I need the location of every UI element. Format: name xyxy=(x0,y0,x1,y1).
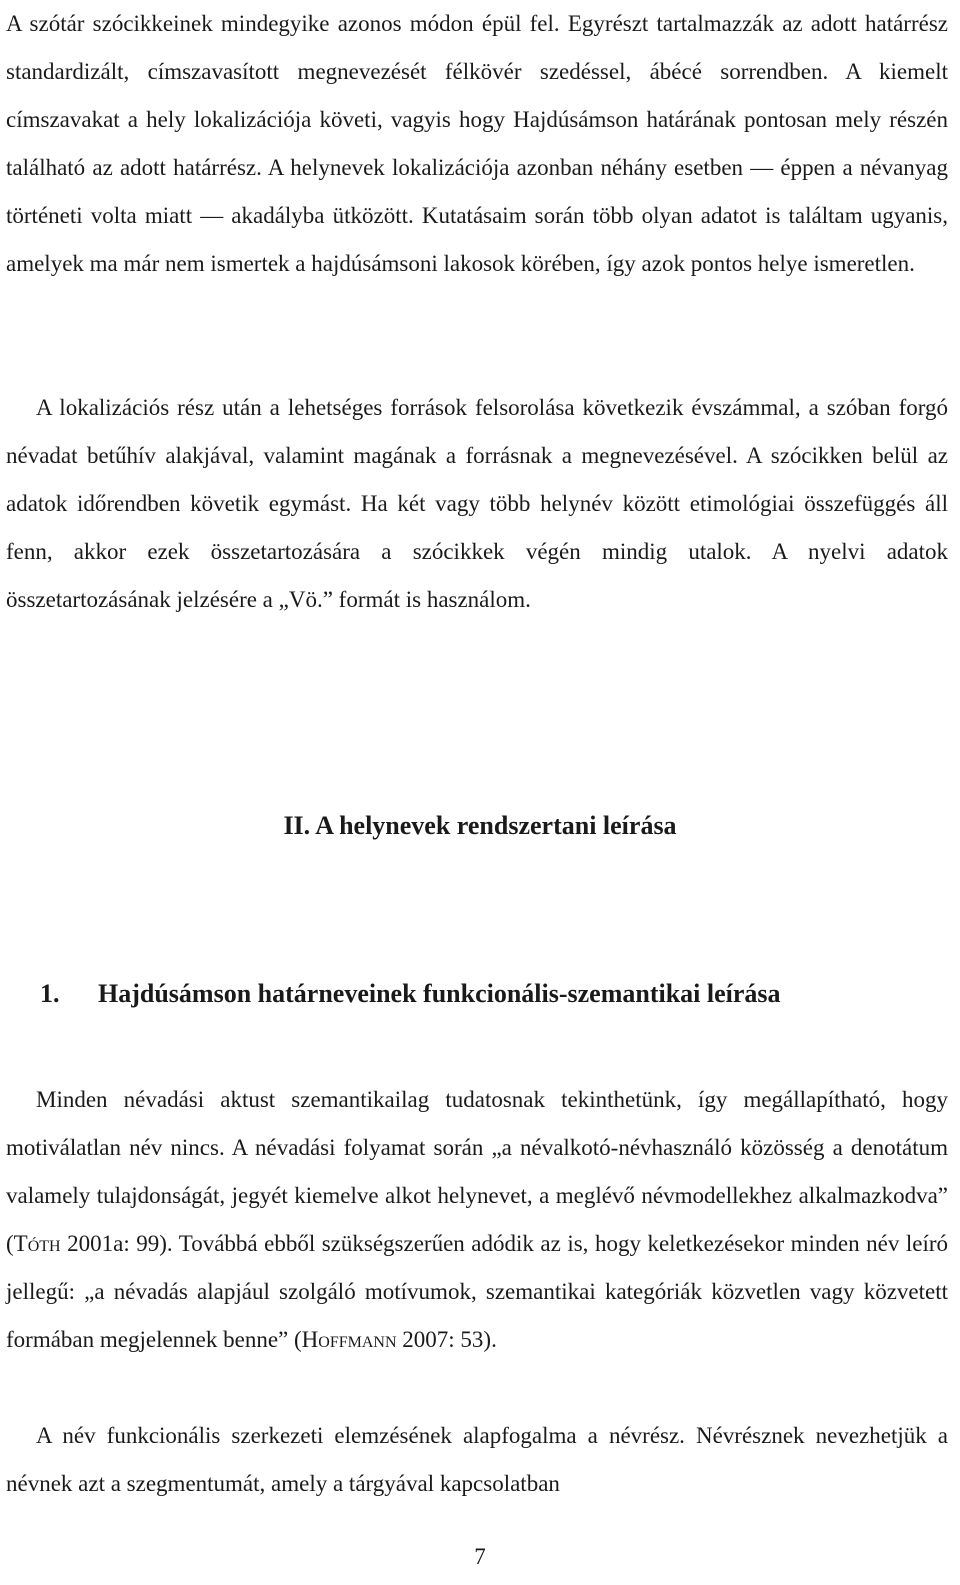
paragraph-dictionary-structure xyxy=(6,0,948,288)
paragraph-name-part xyxy=(6,1412,948,1508)
citation-author-toth: Tóth xyxy=(13,1231,61,1256)
paragraph-1-text: A szótár szócikkeinek mindegyike azonos módon épül fel. Egyrészt tartalmazzák az adott határrész standardizált, címszavasított megnevezését félkövér szedéssel, ábécé sorrendben. A kiemelt címszavakat a hely lokalizációja követi, vagyis hogy Hajdúsámson határának pontosan mely részén található az adott határrész. A helynevek lokalizációja azonban néhány esetben — éppen a névanyag történeti volta miatt — akadályba ütközött. Kutatásaim során több olyan adatot is találtam ugyanis, amelyek ma már nem ismertek a hajdúsámsoni lakosok körében, így azok pontos helye ismeretlen. xyxy=(6,11,948,276)
paragraph-naming-acts xyxy=(6,1076,948,1364)
subsection-title: Hajdúsámson határneveinek funkcionális-szemantikai leírása xyxy=(98,979,781,1008)
paragraph-4-text: A név funkcionális szerkezeti elemzésének alapfogalma a névrész. Névrésznek nevezhetjük a névnek azt a szegmentumát, amely a tárgyával kapcsolatban xyxy=(6,1423,948,1496)
paragraph-sources xyxy=(6,384,948,624)
paragraph-2-text: A lokalizációs rész után a lehetséges források felsorolása következik évszámmal, a szóban forgó névadat betűhív alakjával, valamint magának a forrásnak a megnevezésével. A szócikken belül az adatok időrendben követik egymást. Ha két vagy több helynév között etimológiai összefüggés áll fenn, akkor ezek összetartozására a szócikkek végén mindig utalok. A nyelvi adatok összetartozásának jelzésére a „Vö.” formát is használom. xyxy=(6,395,948,612)
section-heading: II. A helynevek rendszertani leírása xyxy=(283,811,677,840)
paragraph-3-text-end: 2007: 53). xyxy=(396,1327,497,1352)
subsection-heading xyxy=(40,972,950,1016)
page-number: 7 xyxy=(474,1544,486,1569)
citation-author-hoffmann: Hoffmann xyxy=(301,1327,397,1352)
subsection-number: 1. xyxy=(40,979,60,1008)
paragraph-3-text-continued: 2001a: 99). Továbbá ebből szükségszerűen adódik az is, hogy keletkezésekor minden név leíró jellegű: „a névadás alapjául szolgáló motívumok, szemantikai kategóriák közvetlen vagy közvetett formában megjelennek benne” ( xyxy=(6,1231,948,1352)
paragraph-3-text: Minden névadási aktust szemantikailag tudatosnak tekinthetünk, így megállapítható, hogy motiválatlan név nincs. A névadási folyamat során „a névalkotó-névhasználó közösség a denotátum valamely tulajdonságát, jegyét kiemelve alkot helynevet, a meglévő névmodellekhez alkalmazkodva” ( xyxy=(6,1087,948,1256)
